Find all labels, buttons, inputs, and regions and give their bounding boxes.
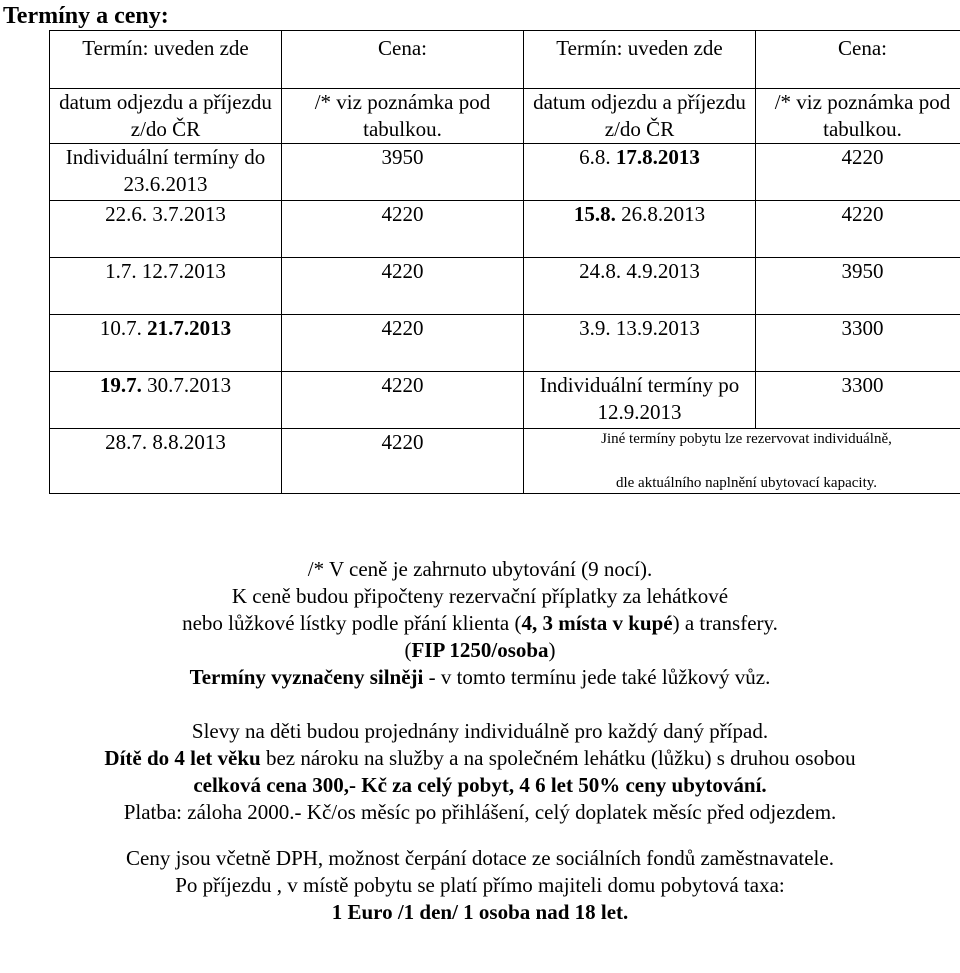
note-vat: Ceny jsou včetně DPH, možnost čerpání dotace ze sociálních fondů zaměstnavatele. bbox=[126, 846, 834, 870]
fip-bold: FIP 1250/osoba bbox=[411, 638, 549, 662]
header-price-1: Cena: bbox=[282, 31, 524, 89]
subheader-price-2: /* viz poznámka pod tabulkou. bbox=[756, 89, 960, 144]
note-child-under-4 bbox=[0, 745, 960, 772]
table-row bbox=[50, 201, 960, 258]
note-accommodation: /* V ceně je zahrnuto ubytování (9 nocí). bbox=[307, 557, 653, 581]
text-fragment: bez nároku na služby a na společném lehátku (lůžku) s druhou osobou bbox=[260, 746, 856, 770]
note-fip bbox=[0, 637, 960, 664]
table-row bbox=[50, 144, 960, 201]
seats-bold: 4, 3 místa v kupé bbox=[521, 611, 673, 635]
table-row bbox=[50, 372, 960, 429]
term-cell bbox=[50, 201, 282, 258]
term-end: 26.8.2013 bbox=[621, 202, 706, 226]
note-tax: Po příjezdu , v místě pobytu se platí přímo majiteli domu pobytová taxa: bbox=[175, 873, 785, 897]
term-start: 22.6. bbox=[105, 202, 153, 226]
note-line-1: Jiné termíny pobytu lze rezervovat individuálně, bbox=[601, 431, 892, 447]
term-end: 3.7.2013 bbox=[152, 202, 226, 226]
price-cell: 4220 bbox=[282, 201, 524, 258]
term-end-bold: 17.8.2013 bbox=[615, 145, 700, 169]
term-cell bbox=[524, 144, 756, 201]
table-row bbox=[50, 315, 960, 372]
note-bold-terms bbox=[0, 664, 960, 691]
price-cell: 4220 bbox=[756, 201, 960, 258]
subheader-term-2: datum odjezdu a příjezdu z/do ČR bbox=[524, 89, 756, 144]
term-cell bbox=[524, 201, 756, 258]
spacer bbox=[0, 826, 960, 845]
table-subheader-row bbox=[50, 89, 960, 144]
term-cell bbox=[50, 315, 282, 372]
term-end-bold: 21.7.2013 bbox=[147, 316, 232, 340]
text-fragment: ( bbox=[404, 638, 412, 662]
table-header-row bbox=[50, 31, 960, 89]
term-cell: 1.7. 12.7.2013 bbox=[50, 258, 282, 315]
individual-terms-note bbox=[524, 429, 960, 494]
table-row bbox=[50, 258, 960, 315]
header-term-1: Termín: uveden zde bbox=[50, 31, 282, 89]
note-surcharges: K ceně budou připočteny rezervační příplatky za lehátkové bbox=[231, 584, 729, 608]
note-child-price: celková cena 300,- Kč za celý pobyt, 4 6 let 50% ceny ubytování. bbox=[193, 773, 767, 797]
term-start-bold: 19.7. bbox=[99, 373, 148, 397]
header-term-2: Termín: uveden zde bbox=[524, 31, 756, 89]
price-cell: 3300 bbox=[756, 372, 960, 429]
term-cell: 3.9. 13.9.2013 bbox=[524, 315, 756, 372]
term-cell: Individuální termíny do 23.6.2013 bbox=[50, 144, 282, 201]
price-notes bbox=[0, 556, 960, 926]
term-cell: 24.8. 4.9.2013 bbox=[524, 258, 756, 315]
price-cell: 4220 bbox=[282, 372, 524, 429]
price-table bbox=[49, 30, 960, 494]
price-cell: 4220 bbox=[756, 144, 960, 201]
term-cell bbox=[50, 372, 282, 429]
price-cell: 3300 bbox=[756, 315, 960, 372]
price-cell: 3950 bbox=[282, 144, 524, 201]
price-cell: 4220 bbox=[282, 258, 524, 315]
term-start: 6.8. bbox=[579, 145, 616, 169]
page-heading: Termíny a ceny: bbox=[3, 3, 169, 29]
note-tickets bbox=[0, 610, 960, 637]
text-fragment: nebo lůžkové lístky podle přání klienta ( bbox=[182, 611, 522, 635]
text-fragment: ) bbox=[548, 638, 556, 662]
subheader-price-1: /* viz poznámka pod tabulkou. bbox=[282, 89, 524, 144]
term-start-bold: 15.8. bbox=[573, 202, 622, 226]
price-cell: 3950 bbox=[756, 258, 960, 315]
subheader-term-1: datum odjezdu a příjezdu z/do ČR bbox=[50, 89, 282, 144]
term-start: 10.7. bbox=[99, 316, 148, 340]
child-age-bold: Dítě do 4 let věku bbox=[104, 746, 261, 770]
note-line-2: dle aktuálního naplnění ubytovací kapacity. bbox=[615, 475, 878, 491]
spacer bbox=[0, 691, 960, 718]
text-fragment: - v tomto termínu jede také lůžkový vůz. bbox=[423, 665, 771, 689]
note-tax-amount: 1 Euro /1 den/ 1 osoba nad 18 let. bbox=[331, 900, 629, 924]
table-row bbox=[50, 429, 960, 494]
header-price-2: Cena: bbox=[756, 31, 960, 89]
text-fragment: ) a transfery. bbox=[672, 611, 778, 635]
price-cell: 4220 bbox=[282, 315, 524, 372]
bold-terms-label: Termíny vyznačeny silněji bbox=[189, 665, 424, 689]
term-end: 30.7.2013 bbox=[147, 373, 232, 397]
note-payment: Platba: záloha 2000.- Kč/os měsíc po přihlášení, celý doplatek měsíc před odjezdem. bbox=[123, 800, 837, 824]
term-cell: Individuální termíny po 12.9.2013 bbox=[524, 372, 756, 429]
term-cell: 28.7. 8.8.2013 bbox=[50, 429, 282, 494]
price-cell: 4220 bbox=[282, 429, 524, 494]
note-child-discount: Slevy na děti budou projednány individuálně pro každý daný případ. bbox=[191, 719, 769, 743]
